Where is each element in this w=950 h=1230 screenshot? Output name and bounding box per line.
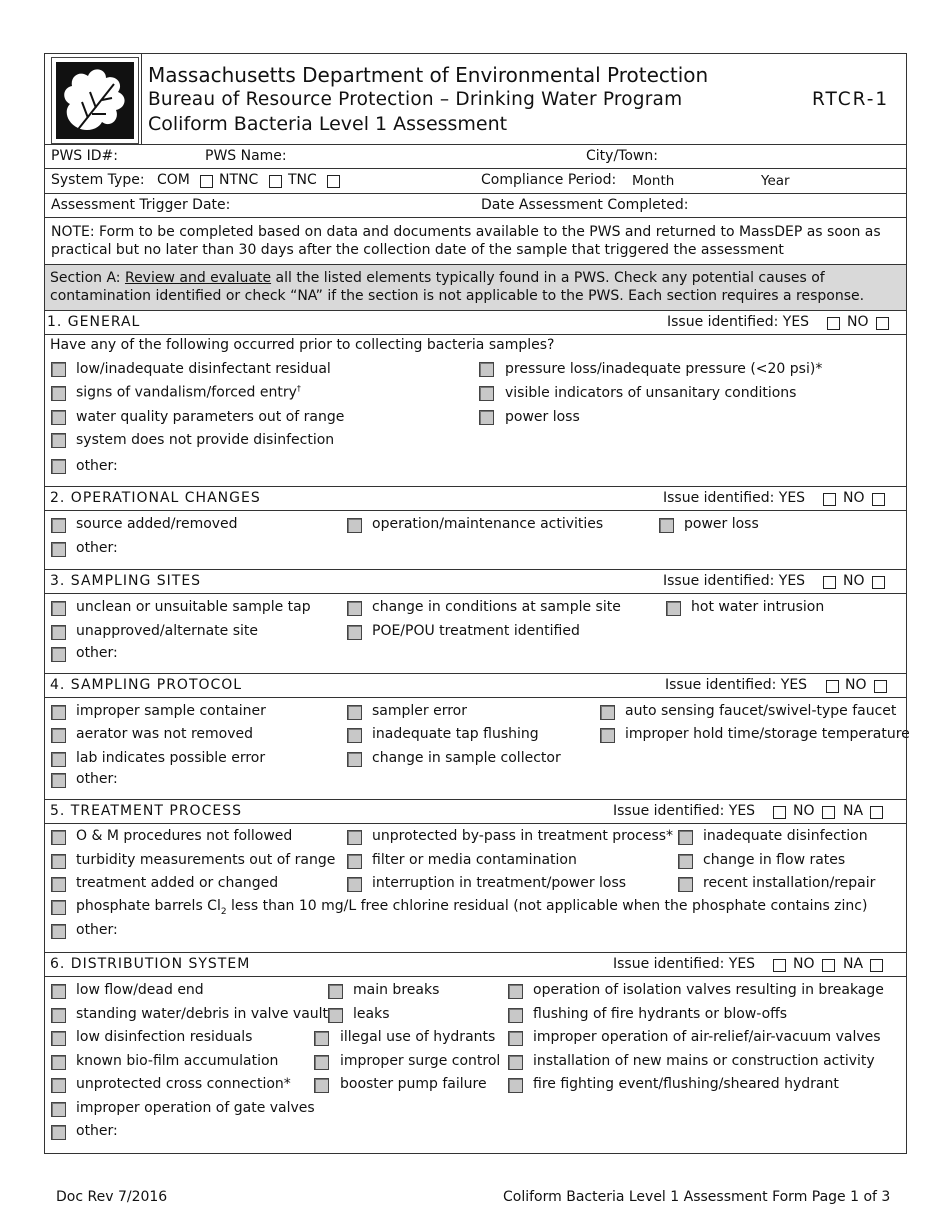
item-label: source added/removed xyxy=(76,516,238,532)
section-a-intro xyxy=(45,265,906,311)
item-label: aerator was not removed xyxy=(76,726,253,742)
item-label: signs of vandalism/forced entry† xyxy=(76,384,301,401)
item-label: change in conditions at sample site xyxy=(372,599,621,615)
checkbox[interactable] xyxy=(51,752,66,767)
item-label: illegal use of hydrants xyxy=(340,1029,496,1045)
section-3-title: 3. SAMPLING SITES xyxy=(50,573,202,589)
section-5-header xyxy=(45,800,906,824)
checkbox[interactable] xyxy=(347,625,362,640)
item-label: unprotected by-pass in treatment process* xyxy=(372,828,674,844)
section-2-title: 2. OPERATIONAL CHANGES xyxy=(50,490,261,506)
note-line-1: NOTE: Form to be completed based on data and documents available to the PWS and returned to MassDEP as soon as xyxy=(51,224,881,240)
item-label: low disinfection residuals xyxy=(76,1029,253,1045)
section-6-title: 6. DISTRIBUTION SYSTEM xyxy=(50,956,251,972)
section-3-header xyxy=(45,570,906,594)
item-label: O & M procedures not followed xyxy=(76,828,293,844)
checkbox[interactable] xyxy=(508,984,523,999)
section-5-na-checkbox[interactable] xyxy=(870,806,883,819)
form-header xyxy=(45,54,906,145)
item-label: leaks xyxy=(353,1006,390,1022)
checkbox[interactable] xyxy=(51,705,66,720)
item-label: booster pump failure xyxy=(340,1076,487,1092)
phosphate-label: phosphate barrels $Cl_2$ less than 10 mg/L free chlorine residual (not applicable when the phosphate contains zinc) xyxy=(76,898,868,917)
ntnc-checkbox[interactable] xyxy=(269,175,282,188)
item-label: sampler error xyxy=(372,703,467,719)
item-label: pressure loss/inadequate pressure (<20 psi)* xyxy=(505,361,823,377)
item-label: main breaks xyxy=(353,982,440,998)
bureau-name: Bureau of Resource Protection – Drinking Water Program xyxy=(148,89,683,110)
checkbox[interactable] xyxy=(479,410,494,425)
item-label: improper sample container xyxy=(76,703,266,719)
date-completed-label[interactable]: Date Assessment Completed: xyxy=(481,197,689,213)
checkbox[interactable] xyxy=(347,830,362,845)
header-divider xyxy=(141,54,142,144)
checkbox[interactable] xyxy=(678,830,693,845)
checkbox[interactable] xyxy=(347,705,362,720)
system-type-row xyxy=(45,169,906,194)
item-label: power loss xyxy=(505,409,580,425)
item-label: visible indicators of unsanitary conditions xyxy=(505,385,797,401)
section-2-body xyxy=(45,511,906,570)
item-label: improper operation of air-relief/air-vacuum valves xyxy=(533,1029,881,1045)
page-footer: Coliform Bacteria Level 1 Assessment Form Page 1 of 3 xyxy=(503,1189,891,1205)
item-label: system does not provide disinfection xyxy=(76,432,335,448)
form-title: Coliform Bacteria Level 1 Assessment xyxy=(148,113,508,135)
trigger-date-label[interactable]: Assessment Trigger Date: xyxy=(51,197,231,213)
checkbox[interactable] xyxy=(678,854,693,869)
section-6-yes-checkbox[interactable] xyxy=(773,959,786,972)
checkbox[interactable] xyxy=(347,601,362,616)
item-label: low/inadequate disinfectant residual xyxy=(76,361,331,377)
section-6-body xyxy=(45,977,906,1153)
checkbox[interactable] xyxy=(328,984,343,999)
pws-id-label[interactable]: PWS ID#: xyxy=(51,148,118,164)
checkbox[interactable] xyxy=(51,773,66,788)
agency-name: Massachusetts Department of Environmental Protection xyxy=(148,63,709,87)
section-6-no-checkbox[interactable] xyxy=(822,959,835,972)
section-2-header xyxy=(45,487,906,511)
section-1-no-checkbox[interactable] xyxy=(876,317,889,330)
checkbox[interactable] xyxy=(678,877,693,892)
com-checkbox[interactable] xyxy=(200,175,213,188)
section-2-yes-checkbox[interactable] xyxy=(823,493,836,506)
checkbox[interactable] xyxy=(51,1055,66,1070)
item-label: auto sensing faucet/swivel-type faucet xyxy=(625,703,897,719)
item-label: fire fighting event/flushing/sheared hydrant xyxy=(533,1076,839,1092)
note-row xyxy=(45,218,906,265)
section-5-body xyxy=(45,824,906,953)
item-label: unclean or unsuitable sample tap xyxy=(76,599,311,615)
no-label: NO xyxy=(847,314,869,330)
checkbox[interactable] xyxy=(51,362,66,377)
issue-label: Issue identified: YES xyxy=(663,490,806,506)
section-1-header xyxy=(45,311,906,335)
other-label[interactable]: other: xyxy=(76,645,118,661)
checkbox[interactable] xyxy=(51,1078,66,1093)
section-a-line-2: contamination identified or check “NA” if the section is not applicable to the PWS. Each section requires a response. xyxy=(50,288,865,304)
section-3-yes-checkbox[interactable] xyxy=(823,576,836,589)
checkbox[interactable] xyxy=(51,1125,66,1140)
section-a-line-1: Section A: Review and evaluate all the listed elements typically found in a PWS. Check any potential causes of xyxy=(50,270,825,286)
item-label: standing water/debris in valve vault xyxy=(76,1006,329,1022)
item-label: water quality parameters out of range xyxy=(76,409,345,425)
month-field[interactable]: Month xyxy=(632,173,675,189)
checkbox[interactable] xyxy=(659,518,674,533)
na-label: NA xyxy=(843,803,864,819)
section-1-question: Have any of the following occurred prior to collecting bacteria samples? xyxy=(50,337,555,353)
section-5-no-checkbox[interactable] xyxy=(822,806,835,819)
checkbox[interactable] xyxy=(347,854,362,869)
issue-label: Issue identified: YES xyxy=(613,956,756,972)
item-label: operation of isolation valves resulting in breakage xyxy=(533,982,884,998)
checkbox[interactable] xyxy=(51,542,66,557)
checkbox[interactable] xyxy=(314,1078,329,1093)
note-line-2: practical but no later than 30 days after the collection date of the sample that triggered the assessment xyxy=(51,242,784,258)
no-label: NO xyxy=(845,677,867,693)
issue-label: Issue identified: YES xyxy=(613,803,756,819)
year-field[interactable]: Year xyxy=(761,173,790,189)
checkbox[interactable] xyxy=(347,518,362,533)
checkbox[interactable] xyxy=(51,728,66,743)
checkbox[interactable] xyxy=(51,647,66,662)
dates-row xyxy=(45,194,906,218)
other-label[interactable]: other: xyxy=(76,458,118,474)
com-label: COM xyxy=(157,172,190,188)
checkbox[interactable] xyxy=(508,1078,523,1093)
section-3-no-checkbox[interactable] xyxy=(872,576,885,589)
checkbox[interactable] xyxy=(508,1055,523,1070)
section-6-na-checkbox[interactable] xyxy=(870,959,883,972)
item-label: improper operation of gate valves xyxy=(76,1100,315,1116)
section-5-title: 5. TREATMENT PROCESS xyxy=(50,803,242,819)
issue-label: Issue identified: YES xyxy=(667,314,810,330)
item-label: low flow/dead end xyxy=(76,982,204,998)
issue-label: Issue identified: YES xyxy=(663,573,806,589)
item-label: improper hold time/storage temperature xyxy=(625,726,910,742)
tnc-checkbox[interactable] xyxy=(327,175,340,188)
checkbox[interactable] xyxy=(600,705,615,720)
tnc-label: TNC xyxy=(288,172,317,188)
item-label: unapproved/alternate site xyxy=(76,623,258,639)
checkbox[interactable] xyxy=(347,728,362,743)
assessment-form xyxy=(44,53,910,1154)
checkbox[interactable] xyxy=(314,1055,329,1070)
pws-row xyxy=(45,144,906,169)
item-label: POE/POU treatment identified xyxy=(372,623,580,639)
checkbox[interactable] xyxy=(508,1008,523,1023)
no-label: NO xyxy=(793,956,815,972)
checkbox[interactable] xyxy=(51,1102,66,1117)
item-label: improper surge control xyxy=(340,1053,501,1069)
item-label: operation/maintenance activities xyxy=(372,516,604,532)
massdep-logo xyxy=(51,57,139,144)
checkbox[interactable] xyxy=(51,1031,66,1046)
section-1-body xyxy=(45,335,906,487)
checkbox[interactable] xyxy=(51,924,66,939)
checkbox[interactable] xyxy=(328,1008,343,1023)
section-4-yes-checkbox[interactable] xyxy=(826,680,839,693)
item-label: change in sample collector xyxy=(372,750,561,766)
item-label: filter or media contamination xyxy=(372,852,577,868)
checkbox[interactable] xyxy=(51,518,66,533)
no-label: NO xyxy=(793,803,815,819)
checkbox[interactable] xyxy=(51,1008,66,1023)
checkbox[interactable] xyxy=(51,830,66,845)
item-label: inadequate disinfection xyxy=(703,828,868,844)
ntnc-label: NTNC xyxy=(219,172,259,188)
section-4-no-checkbox[interactable] xyxy=(874,680,887,693)
other-label[interactable]: other: xyxy=(76,1123,118,1139)
checkbox[interactable] xyxy=(479,362,494,377)
item-label: lab indicates possible error xyxy=(76,750,266,766)
checkbox[interactable] xyxy=(51,854,66,869)
no-label: NO xyxy=(843,490,865,506)
section-4-title: 4. SAMPLING PROTOCOL xyxy=(50,677,243,693)
item-label: turbidity measurements out of range xyxy=(76,852,336,868)
checkbox[interactable] xyxy=(51,601,66,616)
checkbox[interactable] xyxy=(51,410,66,425)
section-6-header xyxy=(45,953,906,977)
doc-revision: Doc Rev 7/2016 xyxy=(56,1189,168,1205)
checkbox[interactable] xyxy=(666,601,681,616)
checkbox[interactable] xyxy=(51,984,66,999)
section-4-body xyxy=(45,698,910,800)
other-label[interactable]: other: xyxy=(76,922,118,938)
checkbox[interactable] xyxy=(51,900,66,915)
section-1-title: 1. GENERAL xyxy=(47,314,141,330)
other-label[interactable]: other: xyxy=(76,540,118,556)
item-label: inadequate tap flushing xyxy=(372,726,539,742)
checkbox[interactable] xyxy=(347,877,362,892)
item-label: hot water intrusion xyxy=(691,599,825,615)
section-5-yes-checkbox[interactable] xyxy=(773,806,786,819)
section-3-body xyxy=(45,594,906,674)
checkbox[interactable] xyxy=(51,386,66,401)
section-4-header xyxy=(45,674,906,698)
no-label: NO xyxy=(843,573,865,589)
oak-leaf-icon xyxy=(56,62,134,139)
section-1-yes-checkbox[interactable] xyxy=(827,317,840,330)
item-label: interruption in treatment/power loss xyxy=(372,875,627,891)
form-code: RTCR-1 xyxy=(812,89,890,110)
item-label: flushing of fire hydrants or blow-offs xyxy=(533,1006,788,1022)
item-label: installation of new mains or construction activity xyxy=(533,1053,875,1069)
checkbox[interactable] xyxy=(51,625,66,640)
item-label: treatment added or changed xyxy=(76,875,279,891)
checkbox[interactable] xyxy=(479,386,494,401)
item-label: change in flow rates xyxy=(703,852,846,868)
checkbox[interactable] xyxy=(51,877,66,892)
pws-name-label[interactable]: PWS Name: xyxy=(205,148,287,164)
issue-label: Issue identified: YES xyxy=(665,677,808,693)
item-label: recent installation/repair xyxy=(703,875,876,891)
city-town-label[interactable]: City/Town: xyxy=(586,148,658,164)
item-label: unprotected cross connection* xyxy=(76,1076,291,1092)
checkbox[interactable] xyxy=(51,459,66,474)
checkbox[interactable] xyxy=(314,1031,329,1046)
other-label[interactable]: other: xyxy=(76,771,118,787)
compliance-period-label: Compliance Period: xyxy=(481,172,617,188)
checkbox[interactable] xyxy=(51,433,66,448)
checkbox[interactable] xyxy=(508,1031,523,1046)
na-label: NA xyxy=(843,956,864,972)
item-label: known bio-film accumulation xyxy=(76,1053,279,1069)
system-type-label: System Type: xyxy=(51,172,145,188)
section-2-no-checkbox[interactable] xyxy=(872,493,885,506)
item-label: power loss xyxy=(684,516,759,532)
checkbox[interactable] xyxy=(347,752,362,767)
checkbox[interactable] xyxy=(600,728,615,743)
